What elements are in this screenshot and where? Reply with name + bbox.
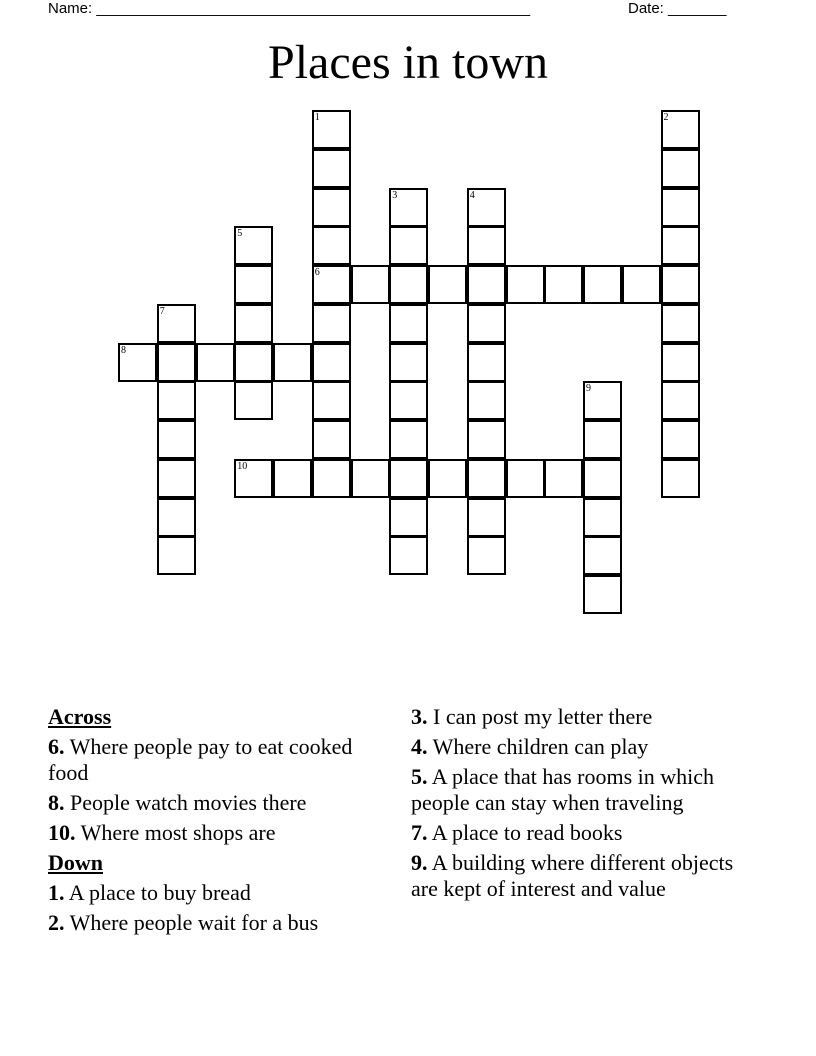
clue-number: 10.: [48, 820, 76, 845]
crossword-cell[interactable]: [389, 459, 428, 498]
crossword-cell[interactable]: [467, 536, 506, 575]
crossword-cell[interactable]: [467, 265, 506, 304]
crossword-cell[interactable]: [661, 343, 700, 382]
clues-column-left: [48, 704, 388, 940]
crossword-cell[interactable]: [118, 343, 157, 382]
crossword-cell[interactable]: [351, 265, 390, 304]
clue-item: [48, 880, 388, 906]
crossword-cell[interactable]: [312, 110, 351, 149]
crossword-cell[interactable]: [389, 381, 428, 420]
clue-number: 3.: [411, 704, 428, 729]
clue-item: [48, 790, 388, 816]
clues-column-right: [411, 704, 751, 906]
down-heading: Down: [48, 850, 104, 875]
crossword-cell[interactable]: [312, 188, 351, 227]
crossword-cell[interactable]: [234, 343, 273, 382]
clue-text: People watch movies there: [64, 790, 307, 815]
crossword-cell[interactable]: [467, 188, 506, 227]
crossword-cell[interactable]: [583, 265, 622, 304]
clue-text: Where children can play: [427, 734, 649, 759]
clue-number-label: 9: [586, 383, 591, 395]
crossword-cell[interactable]: [661, 304, 700, 343]
clue-number-label: 10: [237, 460, 248, 472]
clue-item: [411, 764, 751, 816]
crossword-cell[interactable]: [389, 343, 428, 382]
date-field[interactable]: Date: _______: [628, 0, 727, 17]
clue-text: A building where different objects are kept of interest and value: [411, 850, 734, 901]
crossword-cell[interactable]: [157, 498, 196, 537]
clue-number-label: 2: [663, 112, 669, 123]
name-field[interactable]: Name: ____________________________________________________: [48, 0, 531, 17]
crossword-cell[interactable]: [583, 536, 622, 575]
clue-number: 2.: [48, 910, 65, 935]
clue-number-label: 8: [121, 344, 126, 356]
crossword-cell[interactable]: [661, 226, 700, 265]
crossword-cell[interactable]: [234, 459, 273, 498]
crossword-cell[interactable]: [622, 265, 661, 304]
crossword-cell[interactable]: [312, 265, 351, 304]
crossword-cell[interactable]: [661, 188, 700, 227]
clue-number: 8.: [48, 790, 65, 815]
clue-text: A place to buy bread: [64, 880, 251, 905]
crossword-cell[interactable]: [312, 304, 351, 343]
crossword-cell[interactable]: [234, 226, 273, 265]
crossword-cell[interactable]: [389, 265, 428, 304]
crossword-cell[interactable]: [157, 304, 196, 343]
clue-text: A place that has rooms in which people can stay when traveling: [411, 764, 715, 815]
clue-item: [48, 910, 388, 936]
crossword-cell[interactable]: [467, 226, 506, 265]
crossword-cell[interactable]: [506, 265, 545, 304]
crossword-cell[interactable]: [467, 304, 506, 343]
crossword-cell[interactable]: [467, 459, 506, 498]
crossword-cell[interactable]: [661, 459, 700, 498]
clue-text: Where people pay to eat cooked food: [48, 734, 353, 785]
clue-number: 7.: [411, 820, 428, 845]
crossword-cell[interactable]: [583, 498, 622, 537]
across-heading: Across: [48, 704, 112, 729]
crossword-cell[interactable]: [428, 265, 467, 304]
crossword-cell[interactable]: [157, 536, 196, 575]
crossword-cell[interactable]: [312, 420, 351, 459]
clue-item: [48, 734, 388, 786]
crossword-cell[interactable]: [506, 459, 545, 498]
crossword-cell[interactable]: [544, 459, 583, 498]
clue-item: [411, 704, 751, 730]
clue-number-label: 7: [159, 305, 165, 317]
crossword-cell[interactable]: [312, 459, 351, 498]
clue-number-label: 5: [237, 228, 243, 240]
crossword-cell[interactable]: [351, 459, 390, 498]
clue-text: Where people wait for a bus: [64, 910, 319, 935]
clue-number: 1.: [48, 880, 65, 905]
crossword-cell[interactable]: [583, 420, 622, 459]
crossword-cell[interactable]: [389, 498, 428, 537]
crossword-cell[interactable]: [234, 381, 273, 420]
clue-number-label: 1: [314, 112, 320, 123]
crossword-cell[interactable]: [273, 459, 312, 498]
crossword-cell[interactable]: [157, 459, 196, 498]
crossword-cell[interactable]: [583, 575, 622, 614]
clue-number-label: 3: [392, 189, 398, 201]
page-title: Places in town: [268, 36, 548, 89]
crossword-cell[interactable]: [234, 265, 273, 304]
clue-number: 6.: [48, 734, 65, 759]
crossword-cell[interactable]: [544, 265, 583, 304]
clue-text: A place to read books: [427, 820, 623, 845]
crossword-cell[interactable]: [389, 188, 428, 227]
clue-number-label: 6: [314, 267, 320, 278]
crossword-cell[interactable]: [157, 343, 196, 382]
clue-number: 5.: [411, 764, 428, 789]
crossword-cell[interactable]: [312, 343, 351, 382]
crossword-cell[interactable]: [661, 149, 700, 188]
clue-item: [48, 820, 388, 846]
crossword-cell[interactable]: [196, 343, 235, 382]
crossword-cell[interactable]: [312, 381, 351, 420]
crossword-cell[interactable]: [661, 420, 700, 459]
crossword-cell[interactable]: [312, 226, 351, 265]
crossword-cell[interactable]: [467, 498, 506, 537]
crossword-cell[interactable]: [273, 343, 312, 382]
clue-item: [411, 734, 751, 760]
crossword-cell[interactable]: [661, 110, 700, 149]
crossword-cell[interactable]: [467, 381, 506, 420]
clue-number-label: 4: [469, 189, 475, 201]
crossword-cell[interactable]: [428, 459, 467, 498]
crossword-cell[interactable]: [467, 420, 506, 459]
clue-text: I can post my letter there: [427, 704, 653, 729]
crossword-cell[interactable]: [389, 536, 428, 575]
crossword-cell[interactable]: [661, 265, 700, 304]
crossword-cell[interactable]: [583, 459, 622, 498]
crossword-cell[interactable]: [583, 381, 622, 420]
crossword-cell[interactable]: [389, 226, 428, 265]
clue-text: Where most shops are: [75, 820, 276, 845]
crossword-cell[interactable]: [157, 420, 196, 459]
clue-item: [411, 820, 751, 846]
crossword-cell[interactable]: [389, 304, 428, 343]
crossword-cell[interactable]: [389, 420, 428, 459]
crossword-cell[interactable]: [467, 343, 506, 382]
crossword-cell[interactable]: [157, 381, 196, 420]
crossword-cell[interactable]: [312, 149, 351, 188]
clue-item: [411, 850, 751, 902]
crossword-cell[interactable]: [661, 381, 700, 420]
clue-number: 4.: [411, 734, 428, 759]
crossword-cell[interactable]: [234, 304, 273, 343]
clue-number: 9.: [411, 850, 428, 875]
